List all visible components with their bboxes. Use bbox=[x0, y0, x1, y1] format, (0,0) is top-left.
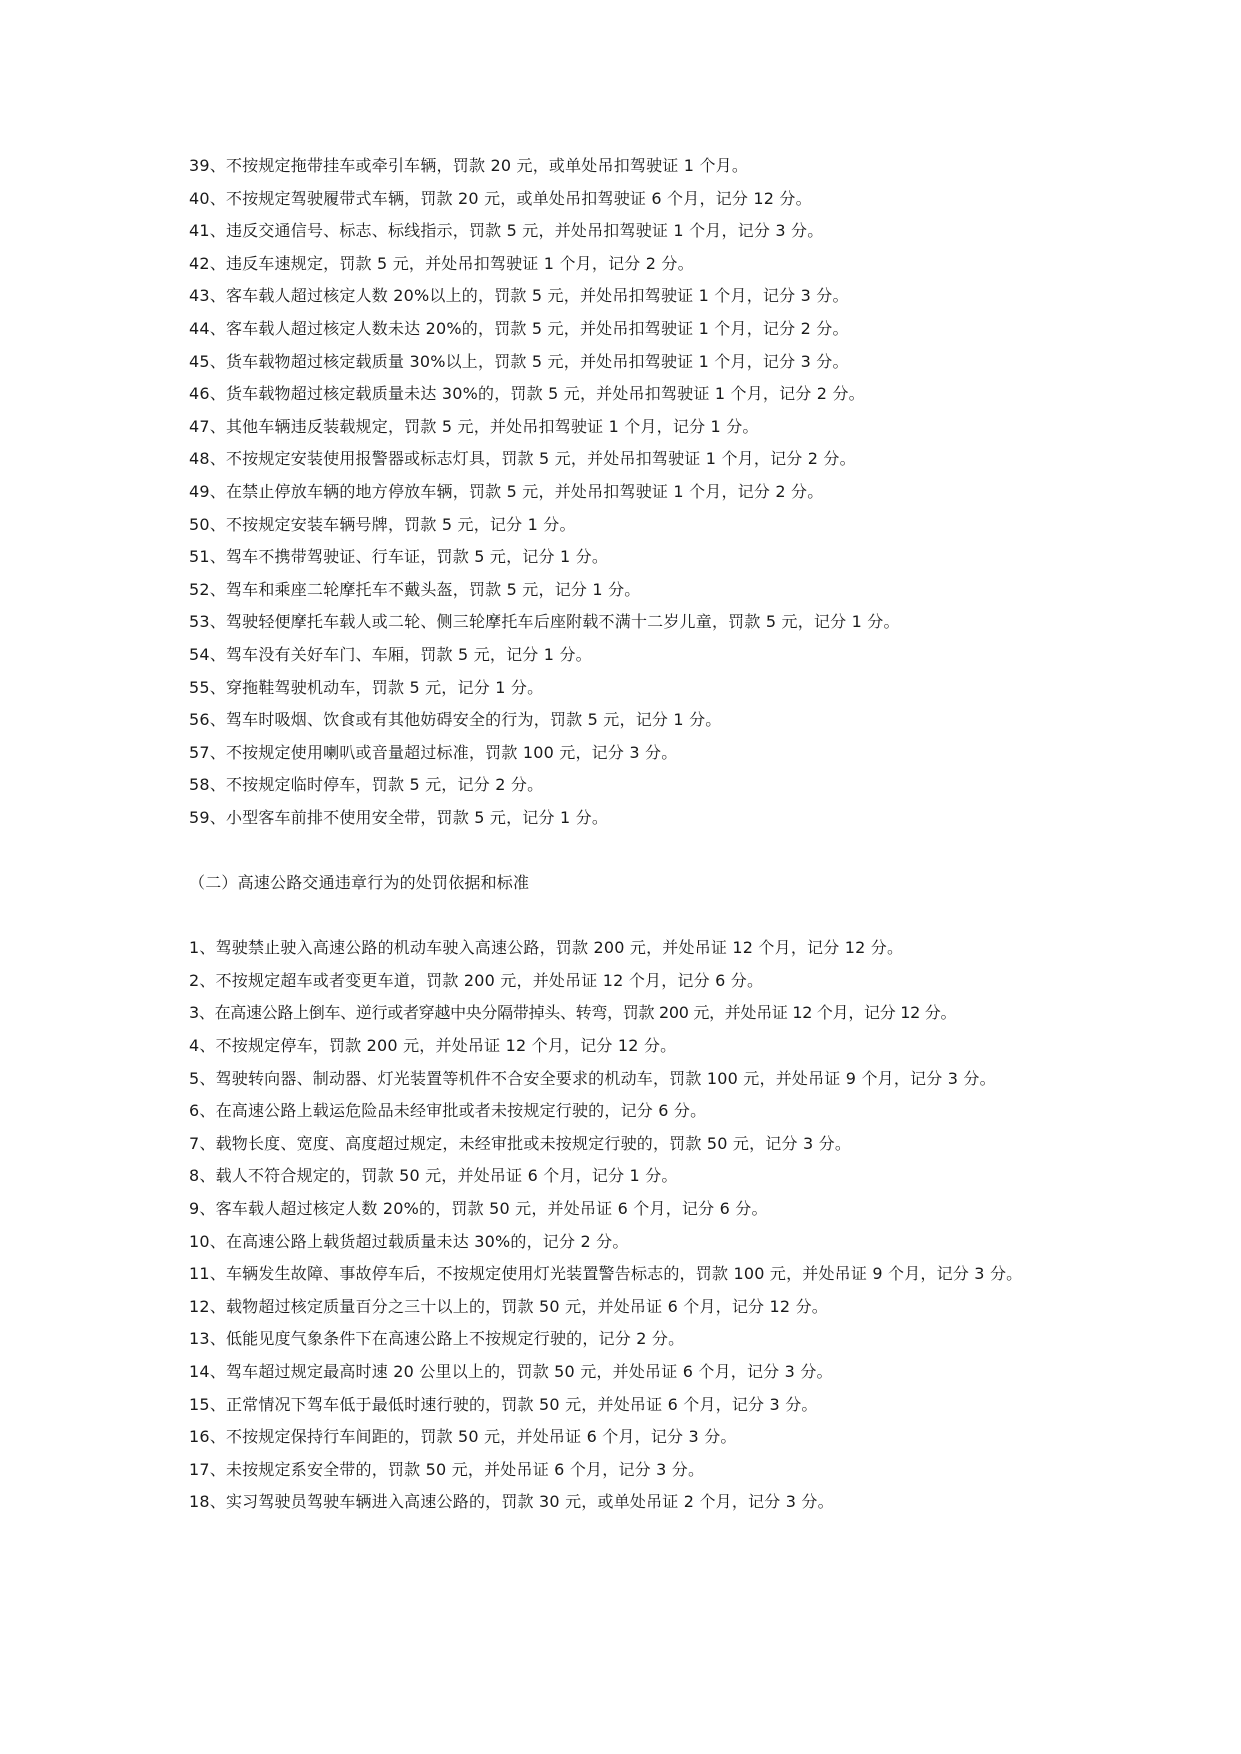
list-item: 47、其他车辆违反装载规定，罚款 5 元，并处吊扣驾驶证 1 个月，记分 1 分。 bbox=[189, 416, 759, 436]
list-item: 56、驾车时吸烟、饮食或有其他妨碍安全的行为，罚款 5 元，记分 1 分。 bbox=[189, 710, 722, 730]
list-item: 39、不按规定拖带挂车或牵引车辆，罚款 20 元，或单处吊扣驾驶证 1 个月。 bbox=[189, 156, 749, 175]
list-item: 52、驾车和乘座二轮摩托车不戴头盔，罚款 5 元，记分 1 分。 bbox=[189, 579, 641, 599]
list-item: 11、车辆发生故障、事故停车后，不按规定使用灯光装置警告标志的，罚款 100 元，并处吊证 9 个月，记分 3 分。 bbox=[189, 1264, 1023, 1284]
list-item: 49、在禁止停放车辆的地方停放车辆，罚款 5 元，并处吊扣驾驶证 1 个月，记分 2 分。 bbox=[189, 481, 824, 501]
list-item: 50、不按规定安装车辆号牌，罚款 5 元，记分 1 分。 bbox=[189, 514, 576, 534]
list-item: 40、不按规定驾驶履带式车辆，罚款 20 元，或单处吊扣驾驶证 6 个月，记分 12 分。 bbox=[189, 188, 812, 208]
document-page bbox=[189, 150, 1059, 1519]
list-item: 57、不按规定使用喇叭或音量超过标准，罚款 100 元，记分 3 分。 bbox=[189, 742, 678, 762]
list-item: 42、违反车速规定，罚款 5 元，并处吊扣驾驶证 1 个月，记分 2 分。 bbox=[189, 253, 694, 273]
list-item: 55、穿拖鞋驾驶机动车，罚款 5 元，记分 1 分。 bbox=[189, 677, 544, 697]
list-item: 46、货车载物超过核定载质量未达 30%的，罚款 5 元，并处吊扣驾驶证 1 个月，记分 2 分。 bbox=[189, 384, 865, 404]
list-item: 9、客车载人超过核定人数 20%的，罚款 50 元，并处吊证 6 个月，记分 6 分。 bbox=[189, 1199, 768, 1218]
list-item: 3、在高速公路上倒车、逆行或者穿越中央分隔带掉头、转弯，罚款 200 元，并处吊证 12 个月，记分 12 分。 bbox=[189, 1003, 957, 1023]
spacer bbox=[189, 900, 1059, 933]
list-item: 16、不按规定保持行车间距的，罚款 50 元，并处吊证 6 个月，记分 3 分。 bbox=[189, 1427, 737, 1447]
list-item: 12、载物超过核定质量百分之三十以上的，罚款 50 元，并处吊证 6 个月，记分 12 分。 bbox=[189, 1296, 828, 1316]
list-item: 44、客车载人超过核定人数未达 20%的，罚款 5 元，并处吊扣驾驶证 1 个月，记分 2 分。 bbox=[189, 318, 849, 338]
list-item: 2、不按规定超车或者变更车道，罚款 200 元，并处吊证 12 个月，记分 6 分。 bbox=[189, 970, 764, 990]
list-item: 51、驾车不携带驾驶证、行车证，罚款 5 元，记分 1 分。 bbox=[189, 547, 609, 567]
list-item: 17、未按规定系安全带的，罚款 50 元，并处吊证 6 个月，记分 3 分。 bbox=[189, 1459, 705, 1479]
list-item: 1、驾驶禁止驶入高速公路的机动车驶入高速公路，罚款 200 元，并处吊证 12 个月，记分 12 分。 bbox=[189, 938, 904, 958]
list-item: 4、不按规定停车，罚款 200 元，并处吊证 12 个月，记分 12 分。 bbox=[189, 1036, 677, 1056]
spacer bbox=[189, 834, 1059, 867]
list-item: 59、小型客车前排不使用安全带，罚款 5 元，记分 1 分。 bbox=[189, 807, 609, 827]
list-item: 6、在高速公路上载运危险品未经审批或者未按规定行驶的，记分 6 分。 bbox=[189, 1101, 707, 1121]
list-item: 8、载人不符合规定的，罚款 50 元，并处吊证 6 个月，记分 1 分。 bbox=[189, 1166, 678, 1186]
list-item: 53、驾驶轻便摩托车载人或二轮、侧三轮摩托车后座附载不满十二岁儿童，罚款 5 元，记分 1 分。 bbox=[189, 612, 900, 632]
list-item: 43、客车载人超过核定人数 20%以上的，罚款 5 元，并处吊扣驾驶证 1 个月，记分 3 分。 bbox=[189, 286, 849, 306]
list-item: 15、正常情况下驾车低于最低时速行驶的，罚款 50 元，并处吊证 6 个月，记分 3 分。 bbox=[189, 1394, 818, 1414]
list-item: 7、载物长度、宽度、高度超过规定，未经审批或未按规定行驶的，罚款 50 元，记分 3 分。 bbox=[189, 1133, 852, 1153]
list-item: 10、在高速公路上载货超过载质量未达 30%的，记分 2 分。 bbox=[189, 1231, 629, 1251]
list-item: 41、违反交通信号、标志、标线指示，罚款 5 元，并处吊扣驾驶证 1 个月，记分 3 分。 bbox=[189, 221, 824, 241]
list-item: 14、驾车超过规定最高时速 20 公里以上的，罚款 50 元，并处吊证 6 个月，记分 3 分。 bbox=[189, 1361, 833, 1381]
list-item: 48、不按规定安装使用报警器或标志灯具，罚款 5 元，并处吊扣驾驶证 1 个月，记分 2 分。 bbox=[189, 449, 856, 469]
list-item: 58、不按规定临时停车，罚款 5 元，记分 2 分。 bbox=[189, 775, 544, 795]
list-item: 18、实习驾驶员驾驶车辆进入高速公路的，罚款 30 元，或单处吊证 2 个月，记分 3 分。 bbox=[189, 1492, 834, 1512]
list-item: 13、低能见度气象条件下在高速公路上不按规定行驶的，记分 2 分。 bbox=[189, 1329, 685, 1349]
list-item: 45、货车载物超过核定载质量 30%以上，罚款 5 元，并处吊扣驾驶证 1 个月，记分 3 分。 bbox=[189, 351, 849, 371]
list-item: 54、驾车没有关好车门、车厢，罚款 5 元，记分 1 分。 bbox=[189, 644, 592, 664]
list-item: 5、驾驶转向器、制动器、灯光装置等机件不合安全要求的机动车，罚款 100 元，并处吊证 9 个月，记分 3 分。 bbox=[189, 1068, 996, 1088]
section-2-list bbox=[189, 932, 1059, 1519]
section-heading: （二）高速公路交通违章行为的处罚依据和标准 bbox=[189, 873, 530, 893]
section-1-list bbox=[189, 150, 1059, 834]
